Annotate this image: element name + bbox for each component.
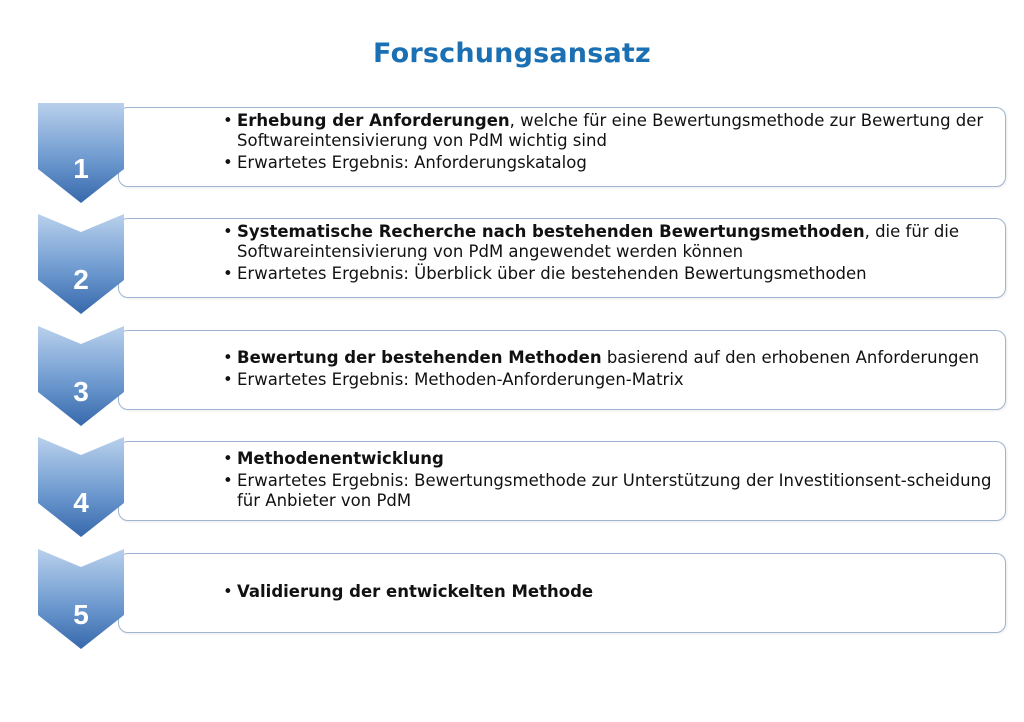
step-3 xyxy=(36,330,1008,430)
step-2 xyxy=(36,218,1008,318)
step-1-number: 1 xyxy=(73,153,89,184)
step-4-task-bold: Methodenentwicklung xyxy=(237,449,444,468)
step-1 xyxy=(36,107,1008,207)
step-3-task-bold: Bewertung der bestehenden Methoden xyxy=(237,348,602,367)
page-title: Forschungsansatz xyxy=(373,38,651,69)
step-5-task xyxy=(223,582,1024,602)
step-2-number: 2 xyxy=(73,264,89,295)
step-2-task-text: , die für die Softwareintensivierung von PdM angewendet werden können xyxy=(237,222,960,261)
step-4-task xyxy=(223,449,1024,469)
step-3-box xyxy=(118,330,1006,410)
step-2-box xyxy=(118,218,1006,298)
step-2-task-bold: Systematische Recherche nach bestehenden Bewertungsmethoden xyxy=(237,222,865,241)
step-4-number: 4 xyxy=(73,487,89,518)
step-4-result: • Erwartetes Ergebnis: Bewertungsmethode zur Unterstützung der Investitionsent-scheidung für Anbieter von PdM xyxy=(223,471,1017,511)
step-5-number: 5 xyxy=(73,599,89,630)
step-2-task xyxy=(223,222,1024,262)
step-4-box xyxy=(118,441,1006,521)
step-1-box xyxy=(118,107,1006,187)
step-3-result: • Erwartetes Ergebnis: Methoden-Anforderungen-Matrix xyxy=(223,370,1024,390)
step-1-result: • Erwartetes Ergebnis: Anforderungskatalog xyxy=(223,153,1024,173)
step-3-task xyxy=(223,348,1024,368)
step-5-box xyxy=(118,553,1006,633)
step-5 xyxy=(36,553,1008,653)
step-3-number: 3 xyxy=(73,376,89,407)
step-2-result: • Erwartetes Ergebnis: Überblick über die bestehenden Bewertungsmethoden xyxy=(223,264,1024,284)
step-1-task-bold: Erhebung der Anforderungen xyxy=(237,111,510,130)
step-4 xyxy=(36,441,1008,541)
step-1-task xyxy=(223,111,1024,151)
step-1-task-text: , welche für eine Bewertungsmethode zur Bewertung der Softwareintensivierung von PdM wichtig sind xyxy=(237,111,984,150)
step-3-task-text: basierend auf den erhobenen Anforderungen xyxy=(601,348,980,367)
step-5-task-bold: Validierung der entwickelten Methode xyxy=(237,582,594,601)
